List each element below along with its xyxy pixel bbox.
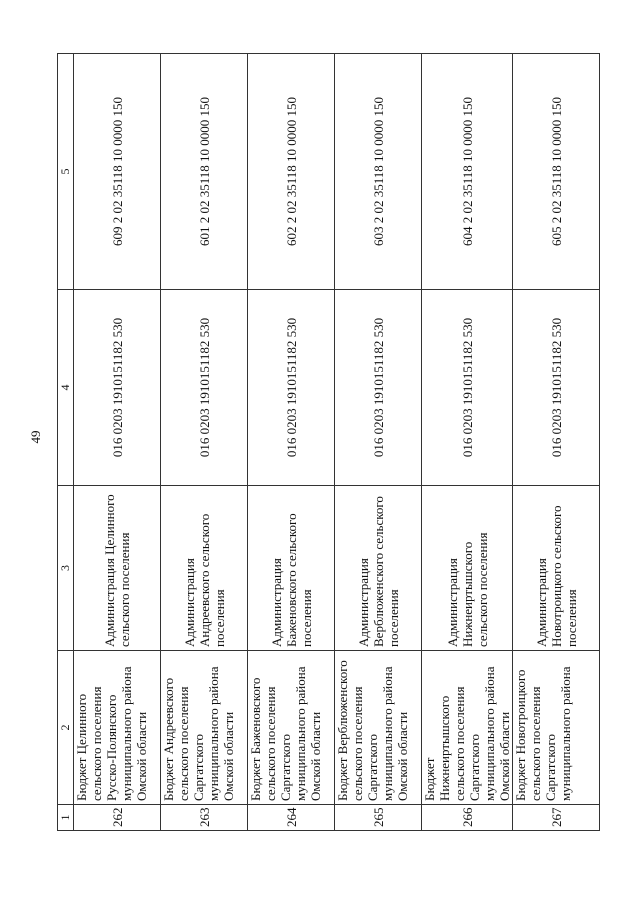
page-number: 49 xyxy=(28,430,43,444)
revenue-code: 605 2 02 35118 10 0000 150 xyxy=(513,54,600,290)
classification-code: 016 0203 1910151182 530 xyxy=(248,290,335,486)
revenue-code: 609 2 02 35118 10 0000 150 xyxy=(74,54,161,290)
revenue-code: 601 2 02 35118 10 0000 150 xyxy=(161,54,248,290)
budget-table xyxy=(57,53,600,831)
budget-name: Бюджет Целинного сельского поселения Русско-Полянского муниципального района Омской области xyxy=(74,651,161,805)
row-number: 266 xyxy=(422,805,513,831)
administrator: Администрация Целинного сельского поселения xyxy=(74,486,161,651)
budget-name: Бюджет Верблюженского сельского поселения Саргатского муниципального района Омской области xyxy=(335,651,422,805)
budget-name: Бюджет Нижнеиртышского сельского поселения Саргатского муниципального района Омской области xyxy=(422,651,513,805)
revenue-code: 603 2 02 35118 10 0000 150 xyxy=(335,54,422,290)
administrator: Администрация Нижнеиртышского сельского поселения xyxy=(422,486,513,651)
administrator: Администрация Андреевского сельского поселения xyxy=(161,486,248,651)
classification-code: 016 0203 1910151182 530 xyxy=(513,290,600,486)
administrator: Администрация Верблюженского сельского поселения xyxy=(335,486,422,651)
table-row xyxy=(74,54,161,831)
table-row xyxy=(335,54,422,831)
budget-name: Бюджет Андреевского сельского поселения Саргатского муниципального района Омской области xyxy=(161,651,248,805)
document-page xyxy=(57,54,605,831)
revenue-code: 604 2 02 35118 10 0000 150 xyxy=(422,54,513,290)
budget-name: Бюджет Баженовского сельского поселения Саргатского муниципального района Омской области xyxy=(248,651,335,805)
table-row xyxy=(161,54,248,831)
header-col-3: 3 xyxy=(58,486,74,651)
table-header-row xyxy=(58,54,74,831)
table-row xyxy=(422,54,513,831)
row-number: 265 xyxy=(335,805,422,831)
classification-code: 016 0203 1910151182 530 xyxy=(335,290,422,486)
header-col-1: 1 xyxy=(58,805,74,831)
row-number: 262 xyxy=(74,805,161,831)
header-col-5: 5 xyxy=(58,54,74,290)
header-col-4: 4 xyxy=(58,290,74,486)
revenue-code: 602 2 02 35118 10 0000 150 xyxy=(248,54,335,290)
administrator: Администрация Новотроицкого сельского поселения xyxy=(513,486,600,651)
budget-name: Бюджет Новотроицкого сельского поселения Саргатского муниципального района xyxy=(513,651,600,805)
administrator: Администрация Баженовского сельского поселения xyxy=(248,486,335,651)
table-row xyxy=(248,54,335,831)
header-col-2: 2 xyxy=(58,651,74,805)
classification-code: 016 0203 1910151182 530 xyxy=(422,290,513,486)
classification-code: 016 0203 1910151182 530 xyxy=(161,290,248,486)
row-number: 263 xyxy=(161,805,248,831)
rotated-table-container xyxy=(57,54,605,831)
classification-code: 016 0203 1910151182 530 xyxy=(74,290,161,486)
table-row xyxy=(513,54,600,831)
row-number: 267 xyxy=(513,805,600,831)
row-number: 264 xyxy=(248,805,335,831)
